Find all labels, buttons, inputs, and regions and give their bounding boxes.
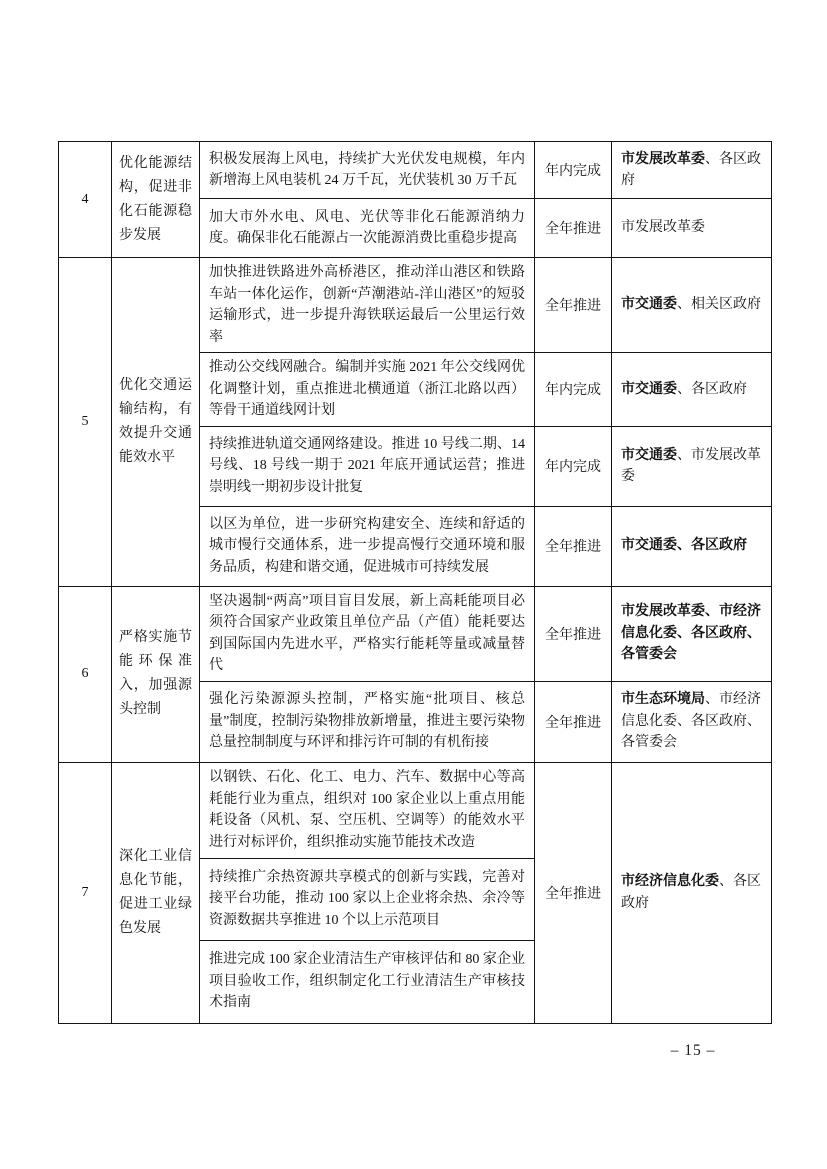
task-detail-cell: 推动公交线网融合。编制并实施 2021 年公交线网优化调整计划，重点推进北横通道（浙江北路以西）等骨干通道线网计划 — [200, 353, 535, 427]
task-detail-cell: 持续推进轨道交通网络建设。推进 10 号线二期、14 号线、18 号线一期于 2021 年底开通试运营；推进崇明线一期初步设计批复 — [200, 426, 535, 506]
timeline-cell: 全年推进 — [535, 506, 612, 586]
task-detail-cell: 以钢铁、石化、化工、电力、汽车、数据中心等高耗能行业为重点，组织对 100 家企业以上重点用能耗设备（风机、泵、空压机、空调等）的能效水平进行对标评价，组织推动实施节能技术改造 — [200, 762, 535, 858]
tasks-table-container — [58, 141, 771, 1024]
task-detail-cell: 积极发展海上风电，持续扩大光伏发电规模，年内新增海上风电装机 24 万千瓦，光伏装机 30 万千瓦 — [200, 142, 535, 199]
task-detail-cell: 以区为单位，进一步研究构建安全、连续和舒适的城市慢行交通体系，进一步提高慢行交通环境和服务品质，构建和谐交通，促进城市可持续发展 — [200, 506, 535, 586]
responsible-bold-text: 市交通委 — [621, 297, 677, 313]
responsible-bold-text: 市发展改革委、市经济信息化委、各区政府、各管委会 — [621, 604, 761, 663]
table-row — [59, 762, 772, 858]
timeline-cell: 全年推进 — [535, 199, 612, 258]
responsible-regular-text: 、市经济信息化委、各区政府、各管委会 — [621, 692, 761, 751]
category-cell: 严格实施节能环保准入，加强源头控制 — [112, 586, 200, 762]
responsible-bold-text: 市交通委 — [621, 447, 677, 463]
task-detail-cell: 加大市外水电、风电、光伏等非化石能源消纳力度。确保非化石能源占一次能源消费比重稳步提高 — [200, 199, 535, 258]
timeline-cell: 年内完成 — [535, 426, 612, 506]
responsible-cell — [612, 762, 772, 1023]
timeline-cell: 年内完成 — [535, 353, 612, 427]
responsible-cell — [612, 586, 772, 681]
responsible-bold-text: 市发展改革委 — [621, 151, 705, 167]
page-number: – 15 – — [670, 1042, 716, 1059]
responsible-regular-text: 、各区政府 — [621, 874, 761, 911]
category-cell: 优化能源结构，促进非化石能源稳步发展 — [112, 142, 200, 258]
responsible-bold-text: 市交通委 — [621, 381, 677, 397]
responsible-cell — [612, 199, 772, 258]
row-number-cell: 4 — [59, 142, 112, 258]
category-cell: 优化交通运输结构，有效提升交通能效水平 — [112, 258, 200, 587]
responsible-regular-text: 、各区政府 — [621, 151, 761, 188]
responsible-bold-text: 市交通委、各区政府 — [621, 538, 747, 554]
task-detail-cell: 强化污染源源头控制，严格实施“批项目、核总量”制度，控制污染物排放新增量，推进主要污染物总量控制制度与环评和排污许可制的有机衔接 — [200, 681, 535, 762]
responsible-bold-text: 市生态环境局 — [621, 692, 705, 708]
responsible-regular-text: 、市发展改革委 — [621, 447, 761, 484]
table-row — [59, 586, 772, 681]
responsible-cell — [612, 142, 772, 199]
responsible-cell — [612, 353, 772, 427]
task-detail-cell: 加快推进铁路进外高桥港区，推动洋山港区和铁路车站一体化运作，创新“芦潮港站-洋山港区”的短驳运输形式，进一步提升海铁联运最后一公里运行效率 — [200, 258, 535, 353]
responsible-regular-text: 、相关区政府 — [677, 297, 761, 313]
responsible-bold-text: 市经济信息化委 — [621, 874, 719, 889]
timeline-cell: 全年推进 — [535, 586, 612, 681]
timeline-cell: 年内完成 — [535, 142, 612, 199]
timeline-cell: 全年推进 — [535, 762, 612, 1023]
responsible-cell — [612, 258, 772, 353]
responsible-cell — [612, 506, 772, 586]
task-detail-cell: 坚决遏制“两高”项目盲目发展，新上高耗能项目必须符合国家产业政策且单位产品（产值）能耗要达到国际国内先进水平，严格实行能耗等量或减量替代 — [200, 586, 535, 681]
row-number-cell: 7 — [59, 762, 112, 1023]
responsible-regular-text: 、各区政府 — [677, 381, 747, 397]
row-number-cell: 5 — [59, 258, 112, 587]
timeline-cell: 全年推进 — [535, 258, 612, 353]
task-detail-cell: 持续推广余热资源共享模式的创新与实践，完善对接平台功能，推动 100 家以上企业将余热、余冷等资源数据共享推进 10 个以上示范项目 — [200, 858, 535, 940]
table-row — [59, 142, 772, 199]
tasks-table — [58, 141, 772, 1024]
task-detail-cell: 推进完成 100 家企业清洁生产审核评估和 80 家企业项目验收工作，组织制定化工行业清洁生产审核技术指南 — [200, 940, 535, 1023]
row-number-cell: 6 — [59, 586, 112, 762]
timeline-cell: 全年推进 — [535, 681, 612, 762]
responsible-cell — [612, 426, 772, 506]
responsible-regular-text: 市发展改革委 — [621, 220, 705, 236]
table-row — [59, 258, 772, 353]
category-cell: 深化工业信息化节能，促进工业绿色发展 — [112, 762, 200, 1023]
responsible-cell — [612, 681, 772, 762]
